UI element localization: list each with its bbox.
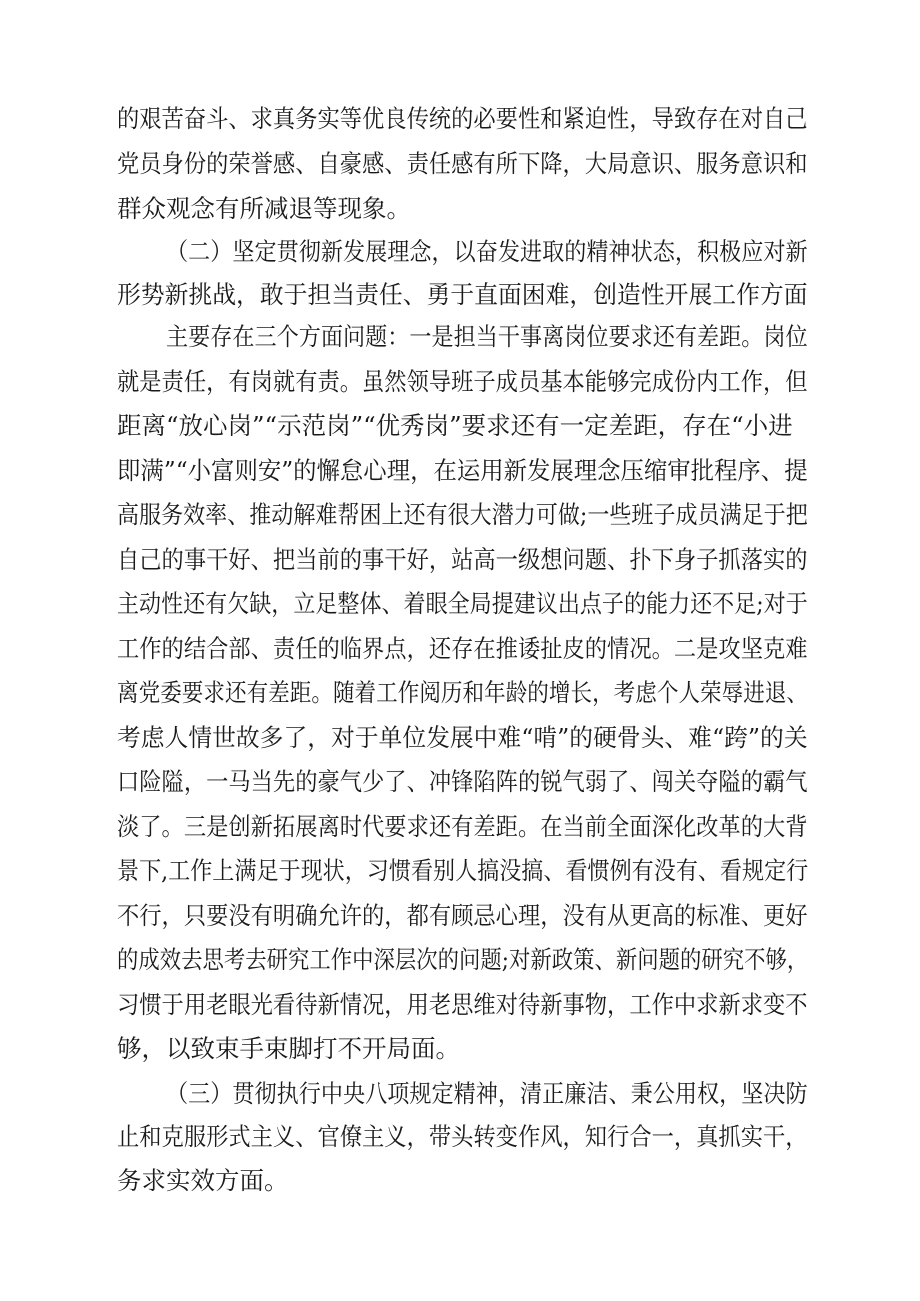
body-line: 的成效去思考去研究工作中深层次的问题;对新政策、新问题的研究不够， <box>117 945 809 974</box>
section-heading-2-cont: 形势新挑战，敢于担当责任、勇于直面困难，创造性开展工作方面 <box>117 280 808 309</box>
body-line: 不行，只要没有明确允许的，都有顾忌心理，没有从更高的标准、更好 <box>117 901 808 930</box>
body-line: 主要存在三个方面问题：一是担当干事离岗位要求还有差距。岗位 <box>166 322 808 351</box>
body-line: 群众观念有所减退等现象。 <box>117 194 411 223</box>
body-line: 考虑人情世故多了，对于单位发展中难“啃”的硬骨头、难“跨”的关 <box>117 723 808 752</box>
body-line: 就是责任，有岗就有责。虽然领导班子成员基本能够完成份内工作，但 <box>117 367 808 396</box>
section-heading-3-cont: 务求实效方面。 <box>117 1166 289 1195</box>
body-line: 习惯于用老眼光看待新情况，用老思维对待新事物，工作中求新求变不 <box>117 990 808 1019</box>
body-line: 自己的事干好、把当前的事干好，站高一级想问题、扑下身子抓落实的 <box>117 545 808 574</box>
body-line: 主动性还有欠缺，立足整体、着眼全局提建议出点子的能力还不足;对于 <box>117 589 808 618</box>
body-line: 淡了。三是创新拓展离时代要求还有差距。在当前全面深化改革的大背 <box>117 812 808 841</box>
body-line: 口险隘，一马当先的豪气少了、冲锋陷阵的锐气弱了、闯关夺隘的霸气 <box>117 767 808 796</box>
body-line: 工作的结合部、责任的临界点，还存在推诿扯皮的情况。二是攻坚克难 <box>117 634 808 663</box>
body-line: 高服务效率、推动解难帮困上还有很大潜力可做;一些班子成员满足于把 <box>117 500 808 529</box>
section-heading-2: （二）坚定贯彻新发展理念，以奋发进取的精神状态，积极应对新 <box>166 237 808 266</box>
body-line: 够，以致束手束脚打不开局面。 <box>117 1034 460 1063</box>
body-line: 距离“放心岗”“示范岗”“优秀岗”要求还有一定差距，存在“小进 <box>117 411 793 440</box>
section-heading-3-cont: 止和克服形式主义、官僚主义，带头转变作风，知行合一，真抓实干， <box>117 1122 808 1151</box>
body-line: 的艰苦奋斗、求真务实等优良传统的必要性和紧迫性，导致存在对自己 <box>117 104 808 133</box>
body-line: 即满”“小富则安”的懈怠心理，在运用新发展理念压缩审批程序、提 <box>117 456 808 485</box>
section-heading-3: （三）贯彻执行中央八项规定精神，清正廉洁、秉公用权，坚决防 <box>166 1079 808 1108</box>
body-line: 党员身份的荣誉感、自豪感、责任感有所下降，大局意识、服务意识和 <box>117 149 808 178</box>
body-line: 景下,工作上满足于现状，习惯看别人搞没搞、看惯例有没有、看规定行 <box>117 856 809 885</box>
body-line: 离党委要求还有差距。随着工作阅历和年龄的增长，考虑个人荣辱进退、 <box>117 678 809 707</box>
